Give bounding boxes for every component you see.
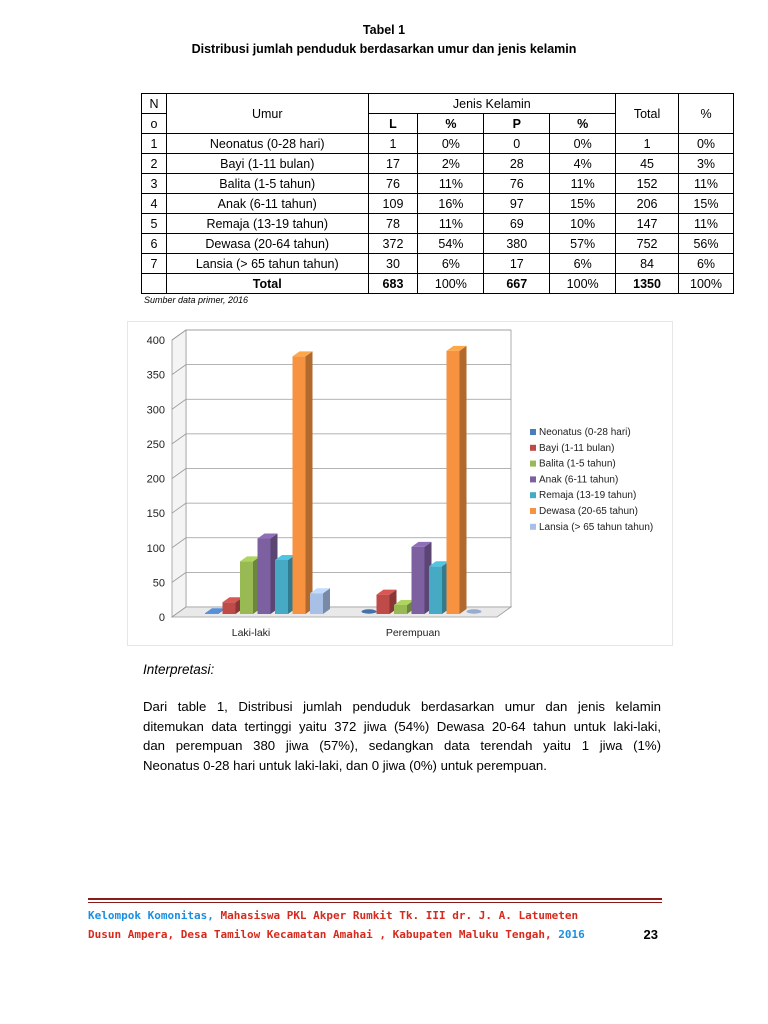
header-umur: Umur xyxy=(166,94,368,134)
cell-pct-p: 15% xyxy=(550,194,616,214)
footer-group: Kelompok Komonitas, xyxy=(88,909,214,922)
cell-no: 6 xyxy=(142,234,167,254)
bar-0-4 xyxy=(275,560,288,614)
bar-1-2 xyxy=(394,605,407,614)
cell-p: 97 xyxy=(484,194,550,214)
cell-pct-total: 6% xyxy=(679,254,734,274)
cell-total: 45 xyxy=(616,154,679,174)
y-tick-label: 50 xyxy=(152,577,165,590)
table-row xyxy=(142,134,734,154)
cell-no: 1 xyxy=(142,134,167,154)
cell-pct-l: 16% xyxy=(418,194,484,214)
cell-pct-total: 3% xyxy=(679,154,734,174)
cell-p: 69 xyxy=(484,214,550,234)
paragraph-line: Dari table 1, Distribusi jumlah penduduk berdasarkan umur dan jenis kelamin xyxy=(143,699,661,714)
cell-p: 380 xyxy=(484,234,550,254)
legend-swatch xyxy=(530,445,536,451)
cell-total: 152 xyxy=(616,174,679,194)
y-tick-label: 400 xyxy=(146,335,165,347)
cell-pct-total: 15% xyxy=(679,194,734,214)
cell-p: 17 xyxy=(484,254,550,274)
footer-divider xyxy=(88,898,662,900)
cell-pct-l: 0% xyxy=(418,134,484,154)
x-category-label: Laki-laki xyxy=(231,627,271,639)
cell-no xyxy=(142,274,167,294)
cell-pct-l: 6% xyxy=(418,254,484,274)
table-total-row xyxy=(142,274,734,294)
cell-no: 2 xyxy=(142,154,167,174)
cell-l: 683 xyxy=(368,274,418,294)
bar-1-0 xyxy=(362,609,377,613)
cell-umur: Anak (6-11 tahun) xyxy=(166,194,368,214)
cell-pct-l: 54% xyxy=(418,234,484,254)
header-no-1: N xyxy=(142,94,167,114)
interpretation-paragraph xyxy=(143,697,661,775)
footer-line-2 xyxy=(88,928,662,941)
header-pct-total: % xyxy=(679,94,734,134)
page-number: 23 xyxy=(643,927,658,942)
cell-pct-l: 11% xyxy=(418,214,484,234)
bar-1-3 xyxy=(412,547,425,614)
legend-swatch xyxy=(530,461,536,467)
paragraph-line: Neonatus 0-28 hari untuk laki-laki, dan 0 jiwa (0%) untuk perempuan. xyxy=(143,757,547,773)
legend-label: Bayi (1-11 bulan) xyxy=(539,442,615,454)
cell-pct-l: 100% xyxy=(418,274,484,294)
y-tick-label: 200 xyxy=(146,473,165,486)
cell-p: 667 xyxy=(484,274,550,294)
cell-p: 0 xyxy=(484,134,550,154)
footer-line-1 xyxy=(88,909,578,922)
cell-total: 752 xyxy=(616,234,679,254)
y-tick-label: 100 xyxy=(146,542,165,555)
legend-swatch xyxy=(530,492,536,498)
interpretation-title: Interpretasi: xyxy=(143,662,215,677)
x-category-label: Perempuan xyxy=(385,627,441,639)
bar-side-1-5 xyxy=(460,346,467,614)
bar-1-6 xyxy=(467,609,482,613)
cell-umur: Dewasa (20-64 tahun) xyxy=(166,234,368,254)
cell-umur: Lansia (> 65 tahun tahun) xyxy=(166,254,368,274)
cell-p: 28 xyxy=(484,154,550,174)
cell-l: 1 xyxy=(368,134,418,154)
header-pct-p: % xyxy=(550,114,616,134)
footer-divider-thin xyxy=(88,902,662,903)
table-row xyxy=(142,214,734,234)
legend-label: Neonatus (0-28 hari) xyxy=(539,427,631,438)
footer-year: 2016 xyxy=(558,928,585,941)
table-row xyxy=(142,154,734,174)
legend-swatch xyxy=(530,476,536,482)
bar-0-3 xyxy=(258,539,271,614)
cell-total: 1350 xyxy=(616,274,679,294)
cell-pct-l: 11% xyxy=(418,174,484,194)
table-row xyxy=(142,254,734,274)
bar-1-4 xyxy=(429,566,442,614)
legend-label: Balita (1-5 tahun) xyxy=(539,458,616,470)
header-jenis-kelamin: Jenis Kelamin xyxy=(368,94,616,114)
cell-pct-p: 6% xyxy=(550,254,616,274)
table-row xyxy=(142,174,734,194)
cell-pct-p: 57% xyxy=(550,234,616,254)
bar-0-1 xyxy=(223,602,236,614)
cell-umur: Bayi (1-11 bulan) xyxy=(166,154,368,174)
y-tick-label: 300 xyxy=(146,404,165,417)
cell-pct-p: 100% xyxy=(550,274,616,294)
bar-0-0 xyxy=(205,613,218,614)
table-row xyxy=(142,194,734,214)
table-source-note: Sumber data primer, 2016 xyxy=(144,295,249,305)
cell-total: 147 xyxy=(616,214,679,234)
legend-label: Anak (6-11 tahun) xyxy=(539,474,619,486)
bar-0-5 xyxy=(293,356,306,614)
cell-total: 206 xyxy=(616,194,679,214)
bar-chart xyxy=(127,321,673,646)
cell-pct-p: 4% xyxy=(550,154,616,174)
table-row xyxy=(142,234,734,254)
bar-0-6 xyxy=(310,593,323,614)
y-tick-label: 0 xyxy=(158,612,165,624)
y-tick-label: 250 xyxy=(146,438,165,451)
y-tick-label: 150 xyxy=(146,508,165,521)
bar-0-2 xyxy=(240,561,253,614)
cell-total: 1 xyxy=(616,134,679,154)
cell-no: 5 xyxy=(142,214,167,234)
legend-label: Lansia (> 65 tahun tahun) xyxy=(539,521,654,533)
bar-side-0-5 xyxy=(306,351,313,614)
cell-l: 372 xyxy=(368,234,418,254)
footer-institution: Mahasiswa PKL Akper Rumkit Tk. III dr. J. A. Latumeten xyxy=(213,909,579,922)
header-l: L xyxy=(368,114,418,134)
cell-total: 84 xyxy=(616,254,679,274)
table-label: Tabel 1 xyxy=(362,23,406,37)
legend-swatch xyxy=(530,524,536,530)
cell-l: 76 xyxy=(368,174,418,194)
legend-swatch xyxy=(530,508,536,514)
cell-no: 4 xyxy=(142,194,167,214)
paragraph-line: dan perempuan 380 jiwa (57%), sedangkan data terendah yaitu 1 jiwa (1%) xyxy=(143,738,661,753)
y-tick-label: 350 xyxy=(146,369,165,382)
cell-pct-p: 0% xyxy=(550,134,616,154)
legend-label: Remaja (13-19 tahun) xyxy=(539,490,637,502)
paragraph-line: ditemukan data tertinggi yaitu 372 jiwa (54%) Dewasa 20-64 tahun untuk laki-laki, xyxy=(143,718,661,734)
cell-p: 76 xyxy=(484,174,550,194)
header-total: Total xyxy=(616,94,679,134)
footer-location: Dusun Ampera, Desa Tamilow Kecamatan Amahai , Kabupaten Maluku Tengah, xyxy=(88,928,552,941)
cell-pct-total: 0% xyxy=(679,134,734,154)
cell-pct-total: 56% xyxy=(679,234,734,254)
cell-pct-l: 2% xyxy=(418,154,484,174)
cell-pct-total: 11% xyxy=(679,214,734,234)
cell-total-label: Total xyxy=(166,274,368,294)
cell-pct-p: 11% xyxy=(550,174,616,194)
population-table xyxy=(141,93,734,294)
cell-pct-total: 100% xyxy=(679,274,734,294)
cell-umur: Balita (1-5 tahun) xyxy=(166,174,368,194)
cell-l: 78 xyxy=(368,214,418,234)
legend-label: Dewasa (20-65 tahun) xyxy=(539,506,638,517)
header-pct-l: % xyxy=(418,114,484,134)
cell-pct-p: 10% xyxy=(550,214,616,234)
cell-umur: Neonatus (0-28 hari) xyxy=(166,134,368,154)
cell-no: 7 xyxy=(142,254,167,274)
header-no-2: o xyxy=(142,114,167,134)
cell-pct-total: 11% xyxy=(679,174,734,194)
bar-1-1 xyxy=(377,595,390,614)
cell-l: 17 xyxy=(368,154,418,174)
cell-umur: Remaja (13-19 tahun) xyxy=(166,214,368,234)
legend-swatch xyxy=(530,429,536,435)
cell-l: 30 xyxy=(368,254,418,274)
bar-1-5 xyxy=(447,351,460,614)
cell-no: 3 xyxy=(142,174,167,194)
header-p: P xyxy=(484,114,550,134)
cell-l: 109 xyxy=(368,194,418,214)
table-title: Distribusi jumlah penduduk berdasarkan umur dan jenis kelamin xyxy=(191,42,577,56)
